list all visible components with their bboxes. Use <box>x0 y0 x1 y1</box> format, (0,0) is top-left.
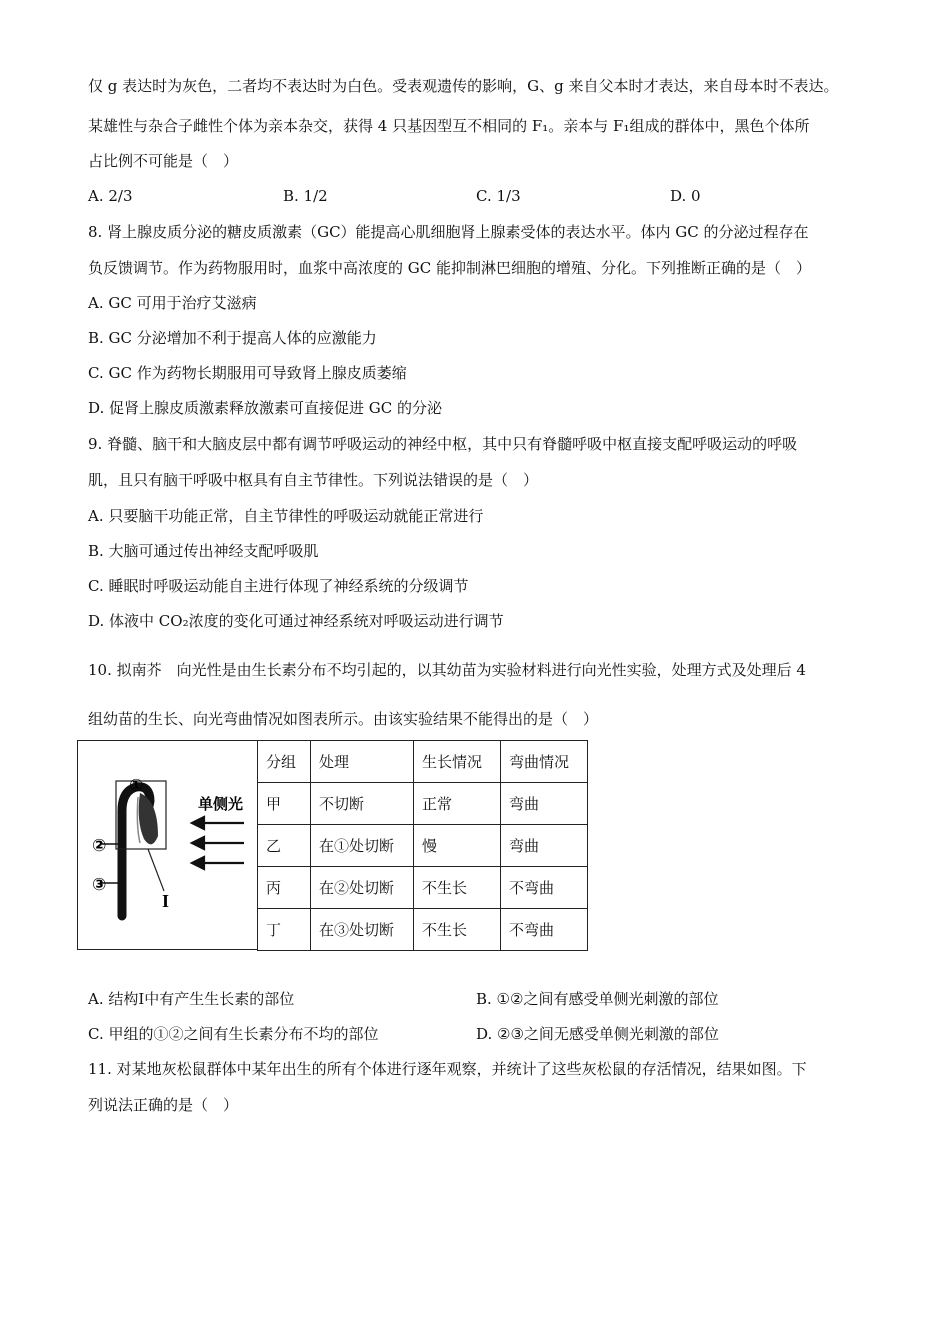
table-header: 分组 <box>258 741 311 783</box>
table-cell: 在②处切断 <box>311 867 414 909</box>
q9-option-a: A. 只要脑干功能正常，自主节律性的呼吸运动就能正常进行 <box>88 507 484 525</box>
table-cell: 不弯曲 <box>501 867 588 909</box>
mark-3: ③ <box>92 875 107 895</box>
q8-line1: 8. 肾上腺皮质分泌的糖皮质激素（GC）能提高心肌细胞肾上腺素受体的表达水平。体内 GC 的分泌过程存在 <box>88 223 809 241</box>
table-cell: 弯曲 <box>501 783 588 825</box>
table-cell: 在③处切断 <box>311 909 414 951</box>
q10-option-d: D. ②③之间无感受单侧光刺激的部位 <box>476 1025 719 1043</box>
table-cell: 不生长 <box>414 909 501 951</box>
table-header: 生长情况 <box>414 741 501 783</box>
table-cell: 甲 <box>258 783 311 825</box>
q8-option-b: B. GC 分泌增加不利于提高人体的应激能力 <box>88 329 377 347</box>
q8-option-c: C. GC 作为药物长期服用可导致肾上腺皮质萎缩 <box>88 364 407 382</box>
mark-2: ② <box>92 836 107 856</box>
q10-options-row1 <box>88 989 848 1009</box>
q7-option-b: B. 1/2 <box>283 187 328 205</box>
experiment-table <box>257 740 588 951</box>
table-row <box>258 825 588 867</box>
q8-option-a: A. GC 可用于治疗艾滋病 <box>88 294 257 312</box>
table-cell: 在①处切断 <box>311 825 414 867</box>
table-cell: 丁 <box>258 909 311 951</box>
q7-options <box>88 186 848 206</box>
q10-options-row2 <box>88 1024 848 1044</box>
q10-line2: 组幼苗的生长、向光弯曲情况如图表所示。由该实验结果不能得出的是（ ） <box>88 710 599 728</box>
q7-option-a: A. 2/3 <box>88 187 133 205</box>
table-row <box>258 909 588 951</box>
q7-line2: 某雄性与杂合子雌性个体为亲本杂交，获得 4 只基因型互不相同的 F₁。亲本与 F₁组成的群体中，黑色个体所 <box>88 117 810 135</box>
q7-line3: 占比例不可能是（ ） <box>88 152 239 170</box>
q10-line1: 10. 拟南芥 向光性是由生长素分布不均引起的，以其幼苗为实验材料进行向光性实验，处理方式及处理后 4 <box>88 661 806 679</box>
seedling-figure <box>77 740 257 950</box>
seedling-leaf <box>139 793 158 844</box>
q10-option-a: A. 结构Ⅰ中有产生生长素的部位 <box>88 990 295 1008</box>
q9-line1: 9. 脊髓、脑干和大脑皮层中都有调节呼吸运动的神经中枢，其中只有脊髓呼吸中枢直接支配呼吸运动的呼吸 <box>88 435 798 453</box>
table-cell: 丙 <box>258 867 311 909</box>
q9-line2: 肌，且只有脑干呼吸中枢具有自主节律性。下列说法错误的是（ ） <box>88 471 539 489</box>
q8-line2: 负反馈调节。作为药物服用时，血浆中高浓度的 GC 能抑制淋巴细胞的增殖、分化。下列推断正确的是（ ） <box>88 259 812 277</box>
q7-option-c: C. 1/3 <box>476 187 521 205</box>
table-cell: 不切断 <box>311 783 414 825</box>
table-cell: 慢 <box>414 825 501 867</box>
q7-line1: 仅 g 表达时为灰色，二者均不表达时为白色。受表观遗传的影响，G、g 来自父本时才表达，来自母本时不表达。 <box>88 77 839 95</box>
table-cell: 不弯曲 <box>501 909 588 951</box>
q7-option-d: D. 0 <box>670 187 701 205</box>
table-cell: 不生长 <box>414 867 501 909</box>
q11-line1: 11. 对某地灰松鼠群体中某年出生的所有个体进行逐年观察，并统计了这些灰松鼠的存活情况，结果如图。下 <box>88 1060 807 1078</box>
table-cell: 正常 <box>414 783 501 825</box>
table-header: 处理 <box>311 741 414 783</box>
light-arrows <box>192 817 244 869</box>
table-cell: 弯曲 <box>501 825 588 867</box>
q9-option-b: B. 大脑可通过传出神经支配呼吸肌 <box>88 542 319 560</box>
q11-line2: 列说法正确的是（ ） <box>88 1096 239 1114</box>
q8-option-d: D. 促肾上腺皮质激素释放激素可直接促进 GC 的分泌 <box>88 399 443 417</box>
table-header: 弯曲情况 <box>501 741 588 783</box>
table-row <box>258 783 588 825</box>
table-header-row <box>258 741 588 783</box>
q9-option-d: D. 体液中 CO₂浓度的变化可通过神经系统对呼吸运动进行调节 <box>88 612 504 630</box>
structure-label: I <box>162 891 170 911</box>
q9-option-c: C. 睡眠时呼吸运动能自主进行体现了神经系统的分级调节 <box>88 577 469 595</box>
seedling-diagram <box>78 741 256 949</box>
light-label: 单侧光 <box>198 795 244 813</box>
q10-option-c: C. 甲组的①②之间有生长素分布不均的部位 <box>88 1025 379 1043</box>
table-cell: 乙 <box>258 825 311 867</box>
mark-1: ① <box>129 776 144 796</box>
q10-option-b: B. ①②之间有感受单侧光刺激的部位 <box>476 990 719 1008</box>
table-row <box>258 867 588 909</box>
